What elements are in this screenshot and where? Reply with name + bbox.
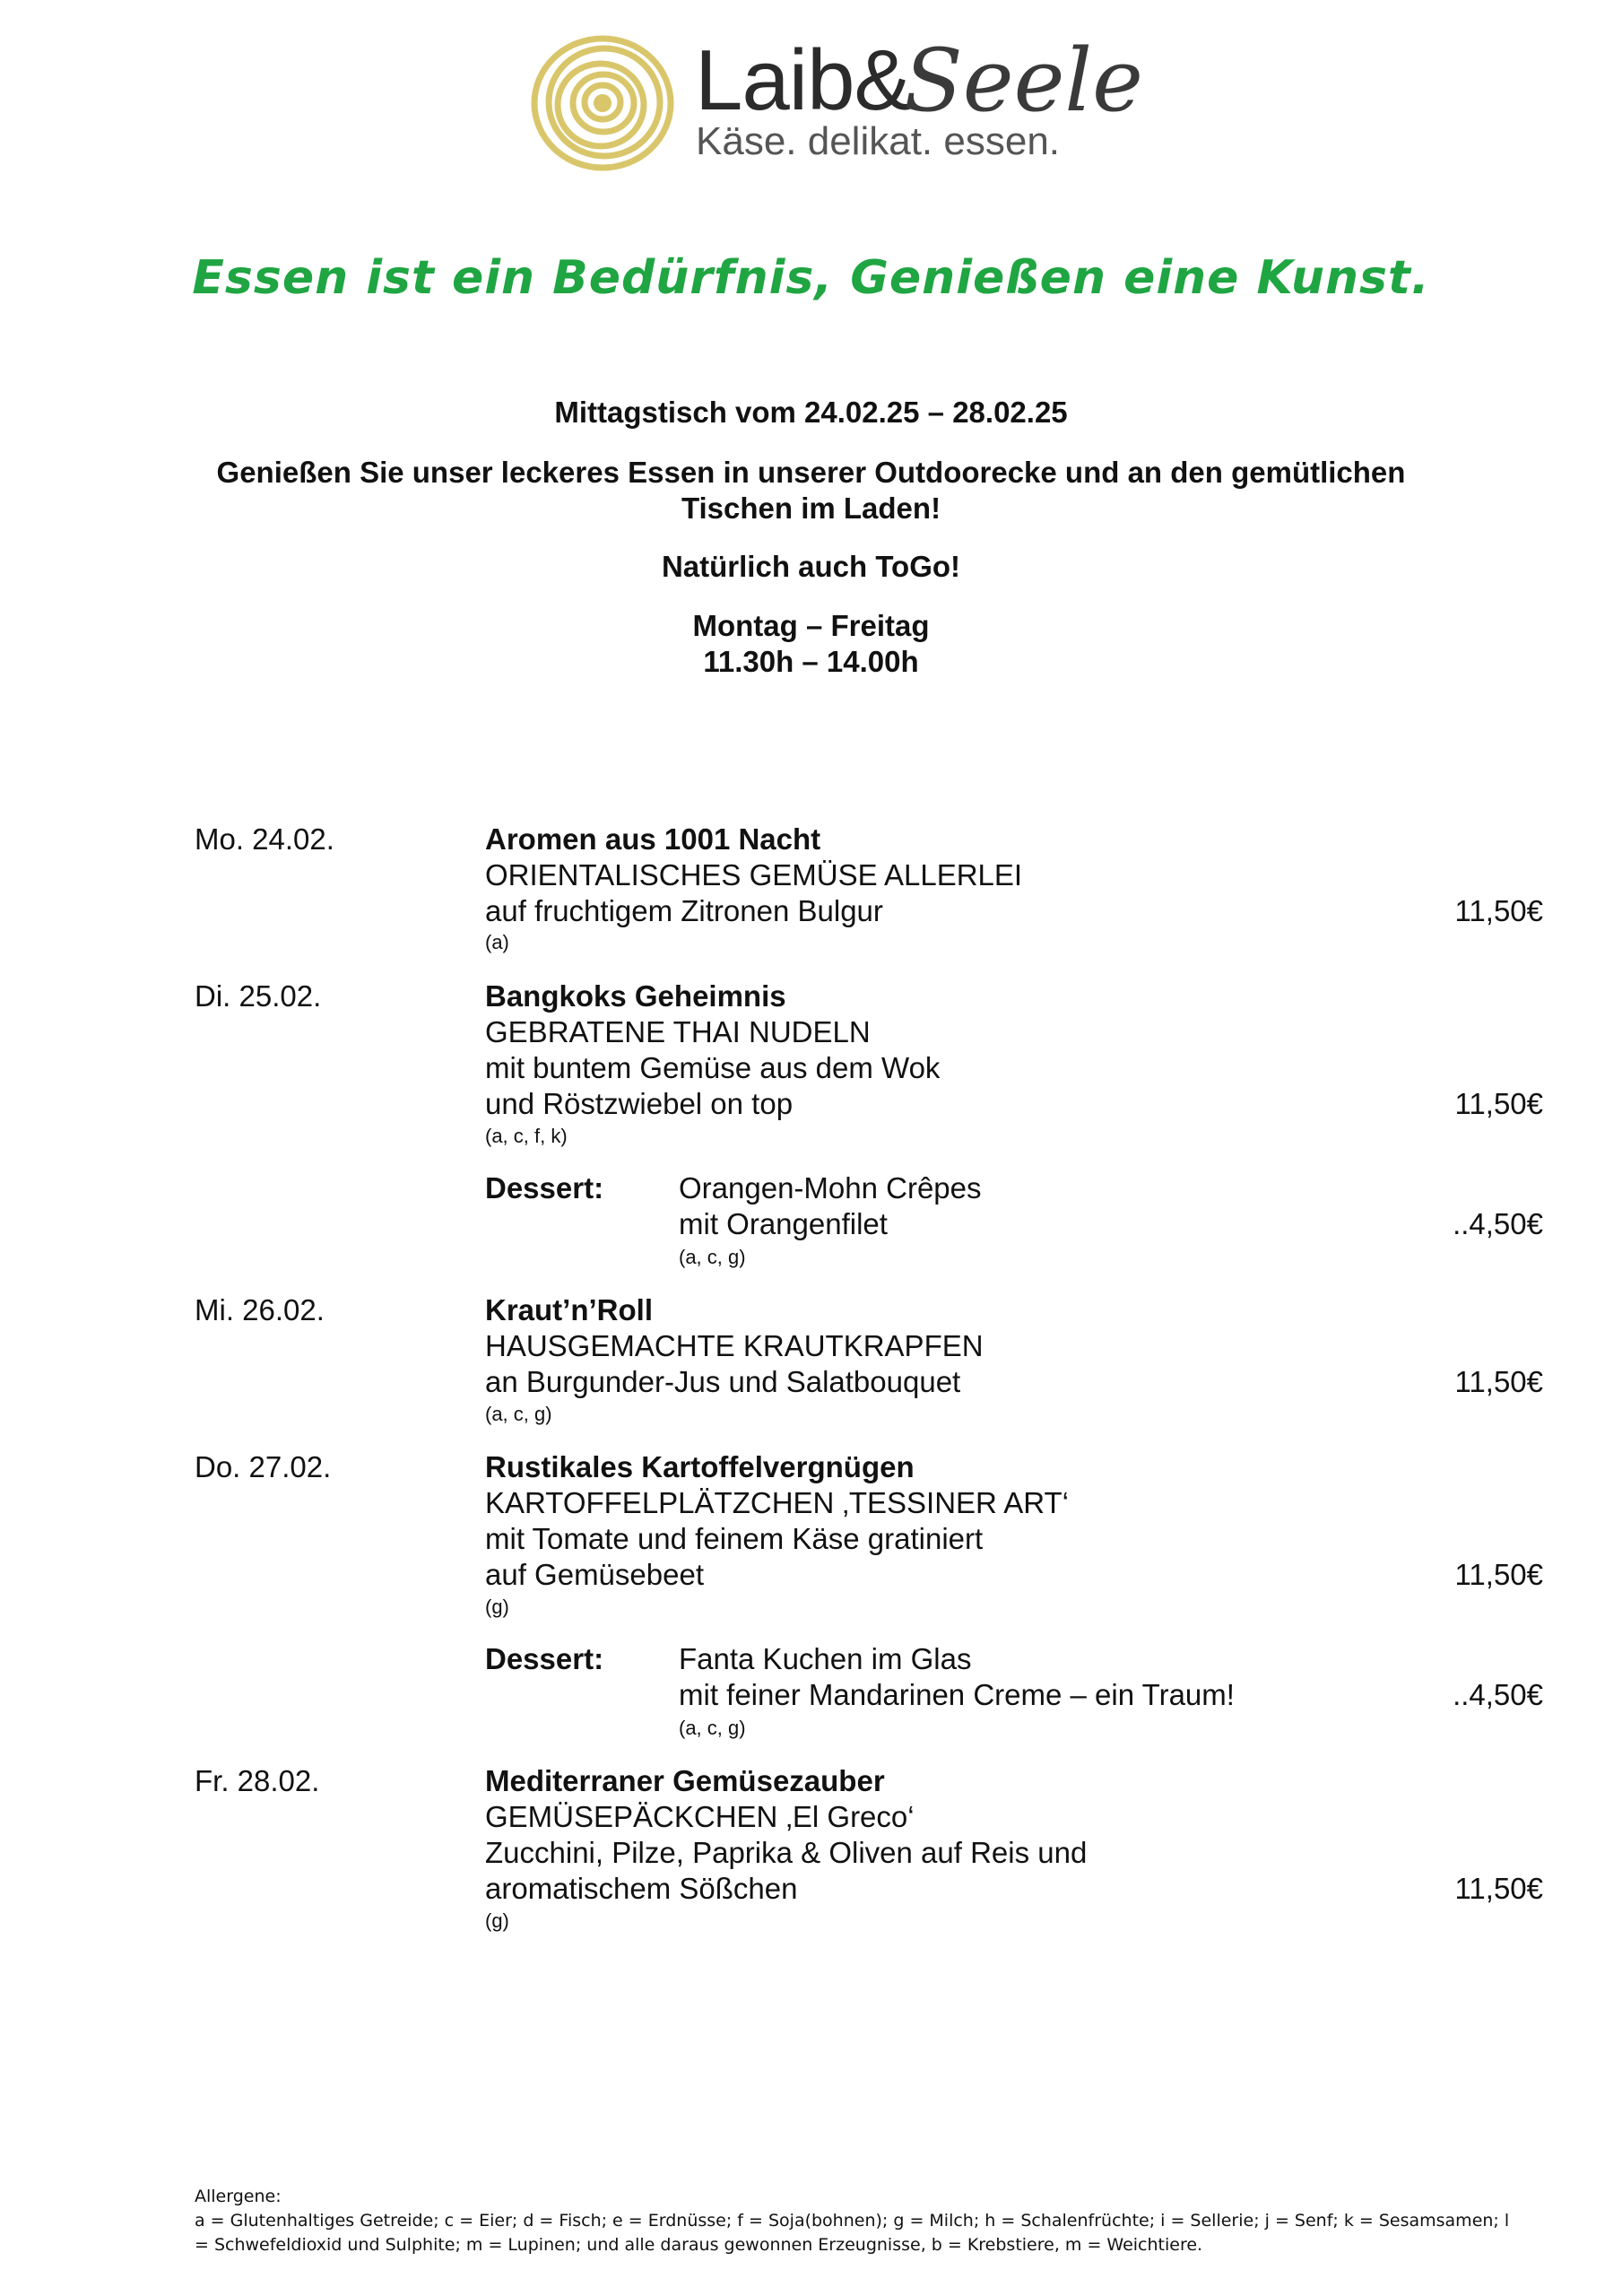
menu-date: Do. 27.02. [195,1450,332,1483]
menu-date: Fr. 28.02. [195,1764,320,1797]
dessert-line: Fanta Kuchen im Glas [679,1642,972,1675]
dish-line: an Burgunder-Jus und Salatbouquet [485,1365,961,1398]
dish-line: HAUSGEMACHTE KRAUTKRAPFEN [485,1329,984,1362]
dessert-price: ..4,50€ [1453,1207,1543,1240]
dish-line: ORIENTALISCHES GEMÜSE ALLERLEI [485,858,1023,891]
dish-allergens: (g) [485,1596,509,1618]
dessert-line: mit Orangenfilet [679,1207,888,1240]
dish-line: aromatischem Sößchen [485,1872,798,1905]
dish-line: Zucchini, Pilze, Paprika & Oliven auf Reis und [485,1836,1088,1869]
dessert-label: Dessert: [485,1642,604,1675]
togo-note: Natürlich auch ToGo! [661,550,961,583]
dish-price: 11,50€ [1454,1087,1543,1120]
logo-tagline: Käse. delikat. essen. [696,119,1061,163]
dessert-price: ..4,50€ [1453,1678,1543,1711]
dish-allergens: (a, c, f, k) [485,1125,568,1147]
allergen-legend [195,2185,1522,2257]
opening-hours: 11.30h – 14.00h [703,645,919,678]
dish-line: auf fruchtigem Zitronen Bulgur [485,894,883,927]
dish-allergens: (g) [485,1909,509,1932]
dessert-line: Orangen-Mohn Crêpes [679,1171,982,1205]
dish-name: Rustikales Kartoffelvergnügen [485,1450,915,1483]
dish-line: GEMÜSEPÄCKCHEN ‚El Greco‘ [485,1800,915,1833]
dish-line: mit Tomate und feinem Käse gratiniert [485,1522,984,1555]
logo-text-seele: Seele [904,30,1143,131]
dish-allergens: (a) [485,931,509,953]
dish-line: KARTOFFELPLÄTZCHEN ‚TESSINER ART‘ [485,1486,1069,1519]
logo-text-laib: Laib& [695,32,911,128]
allergen-line: = Schwefeldioxid und Sulphite; m = Lupinen; und alle daraus gewonnen Erzeugnisse, b = Krebstiere, m = Weichtiere. [195,2235,1203,2255]
brand-logo [529,27,1143,179]
menu-date: Mi. 26.02. [195,1293,325,1326]
dish-line: GEBRATENE THAI NUDELN [485,1015,871,1048]
dessert-allergens: (a, c, g) [679,1717,746,1739]
menu-date: Mo. 24.02. [195,822,334,856]
intro-line-2: Tischen im Laden! [681,491,941,525]
dessert-line: mit feiner Mandarinen Creme – ein Traum! [679,1678,1235,1711]
menu-date: Di. 25.02. [195,979,322,1013]
opening-days: Montag – Freitag [692,609,930,642]
dessert-label: Dessert: [485,1171,604,1205]
dish-line: und Röstzwiebel on top [485,1087,794,1120]
intro-line-1: Genießen Sie unser leckeres Essen in unserer Outdoorecke und an den gemütlichen [216,456,1406,489]
dish-price: 11,50€ [1454,894,1543,927]
allergen-line: a = Glutenhaltiges Getreide; c = Eier; d = Fisch; e = Erdnüsse; f = Soja(bohnen); g = Milch; h = Schalenfrüchte; i = Sellerie; j = Senf; k = Sesamsamen; l [195,2211,1510,2231]
dish-name: Aromen aus 1001 Nacht [485,822,821,856]
dish-allergens: (a, c, g) [485,1403,552,1425]
allergen-heading: Allergene: [195,2187,282,2206]
dish-line: mit buntem Gemüse aus dem Wok [485,1051,941,1084]
dish-name: Bangkoks Geheimnis [485,979,786,1013]
slogan: Essen ist ein Bedürfnis, Genießen eine Kunst. [192,251,1430,305]
dish-price: 11,50€ [1454,1365,1543,1398]
dish-price: 11,50€ [1454,1558,1543,1591]
dish-line: auf Gemüsebeet [485,1558,704,1591]
dish-name: Kraut’n’Roll [485,1293,653,1326]
dessert-allergens: (a, c, g) [679,1246,746,1268]
dish-name: Mediterraner Gemüsezauber [485,1764,885,1797]
logo-circle-icon [529,31,681,175]
dish-price: 11,50€ [1454,1872,1543,1905]
menu-title: Mittagstisch vom 24.02.25 – 28.02.25 [554,396,1068,429]
